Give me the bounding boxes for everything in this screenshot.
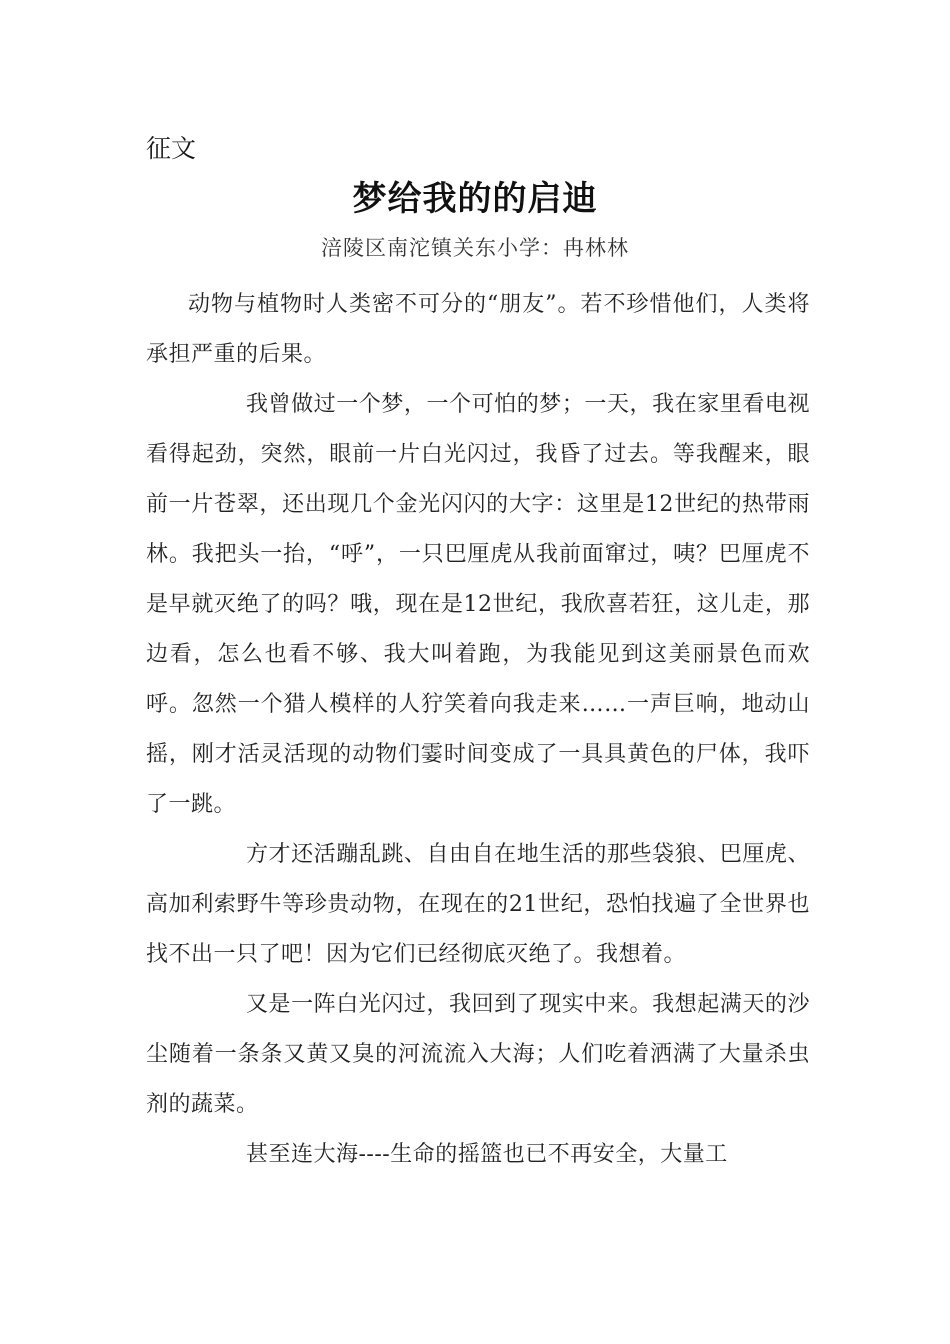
paragraph-intro: 动物与植物时人类密不可分的“朋友”。若不珍惜他们，人类将承担严重的后果。 xyxy=(146,292,810,367)
paragraph-reality: 又是一阵白光闪过，我回到了现实中来。我想起满天的沙尘随着一条条又黄又臭的河流流入大海；人们吃着洒满了大量杀虫剂的蔬菜。 xyxy=(146,992,810,1117)
paragraph-ocean: 甚至连大海----生命的摇篮也已不再安全，大量工 xyxy=(246,1142,728,1167)
document-category: 征文 xyxy=(146,134,197,163)
document-author: 涪陵区南沱镇关东小学：冉林林 xyxy=(321,236,629,260)
paragraph-extinct-animals: 方才还活蹦乱跳、自由自在地生活的那些袋狼、巴厘虎、高加利索野牛等珍贵动物，在现在的21世纪，恐怕找遍了全世界也找不出一只了吧！因为它们已经彻底灭绝了。我想着。 xyxy=(146,842,810,967)
document-body xyxy=(146,280,810,1180)
paragraph-dream: 我曾做过一个梦，一个可怕的梦；一天，我在家里看电视看得起劲，突然，眼前一片白光闪过，我昏了过去。等我醒来，眼前一片苍翠，还出现几个金光闪闪的大字：这里是12世纪的热带雨林。我把头一抬，“呼”，一只巴厘虎从我前面窜过，咦？巴厘虎不是早就灭绝了的吗？哦，现在是12世纪，我欣喜若狂，这儿走，那边看，怎么也看不够、我大叫着跑，为我能见到这美丽景色而欢呼。忽然一个猎人模样的人狞笑着向我走来……一声巨响，地动山摇，刚才活灵活现的动物们霎时间变成了一具具黄色的尸体，我吓了一跳。 xyxy=(146,392,810,817)
document-title: 梦给我的的启迪 xyxy=(352,179,598,219)
